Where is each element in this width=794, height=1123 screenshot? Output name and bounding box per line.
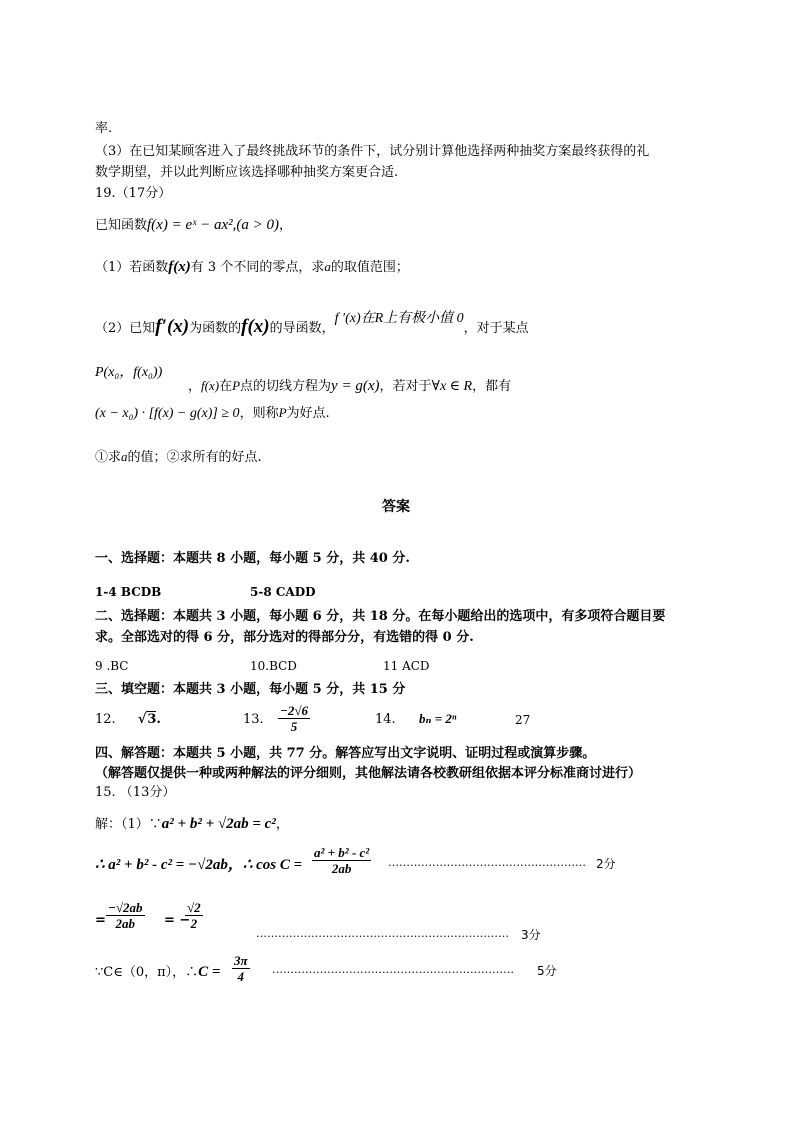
q13-num: −2√6	[280, 703, 309, 718]
q15-step3-minus: = −	[164, 913, 191, 928]
q15-step4	[95, 963, 220, 982]
q15-step3-num2: √2	[187, 900, 201, 915]
q19-part2-line1	[95, 311, 529, 341]
q19-part2-point	[95, 364, 162, 382]
q15-step4-fraction	[232, 953, 250, 984]
q19-part1-prefix: （1）若函数	[95, 260, 169, 275]
sec3-q13-label: 13.	[243, 712, 264, 727]
q19-l2-c: 点的切线方程为	[240, 379, 332, 394]
q19-l2-a: ，	[188, 379, 202, 394]
q15-step4-dots: …………………………………………………………	[272, 963, 514, 976]
q19-part1-a: a	[324, 259, 331, 274]
q19-part1-fx: f(x)	[168, 259, 191, 275]
q15-step1-eq: a² + b² + √2ab = c²	[161, 816, 276, 832]
q12-value: √3.	[137, 712, 161, 727]
q15-step4-num: 3π	[234, 953, 248, 968]
sec2-answer-9: 9 .BC	[95, 659, 129, 673]
sec3-q13-value	[278, 703, 310, 734]
q15-step2-score: 2分	[596, 857, 616, 871]
q19-part2-fx: f(x)	[241, 316, 270, 337]
q15-step2	[95, 856, 302, 875]
q19-part2-mid1: 为函数的	[189, 321, 242, 336]
sec4-note: （解答题仅提供一种或两种解法的评分细则，其他解法请各校教研组依据本评分标准商讨进行）	[95, 766, 642, 781]
q19-stem-suffix: ，	[278, 218, 292, 233]
q15-step1	[95, 815, 289, 834]
sec3-q14-extra: 27	[515, 713, 531, 727]
q15-step2-a: ∴ a² + b² - c² = −√2ab	[95, 857, 228, 873]
q19-part1	[95, 258, 409, 277]
q19-part2-condition: f ′(x)在R上有极小值 0	[334, 311, 464, 326]
q19-part2-prefix: （2）已知	[95, 321, 156, 336]
q19-l3-a: ，则称	[239, 406, 279, 421]
q15-step3-eq: =	[95, 913, 106, 928]
q12-label: 12.	[95, 712, 116, 727]
q19-part2-suffix: ，对于某点	[463, 321, 529, 336]
q13-den: 5	[290, 719, 298, 734]
q19-l2-b: 在	[219, 379, 233, 394]
q19-stem-prefix: 已知函数	[95, 218, 148, 233]
q19-part2-line2	[188, 377, 511, 396]
q15-step3-den2: 2	[190, 916, 198, 931]
q19-tasks-av: a	[121, 449, 128, 464]
q12-value-radicand: 3	[147, 712, 157, 727]
q15-step3-dots: ……………………………………………………………	[256, 927, 509, 940]
q19-l2-d: ，若对于	[379, 379, 432, 394]
sec1-answers-1: 1-4 BCDB	[95, 585, 162, 599]
q18-part3-line2: 数学期望，并以此判断应该选择哪种抽奖方案更合适.	[95, 165, 399, 180]
q18-part3-line1: （3）在已知某顾客进入了最终挑战环节的条件下，试分别计算他选择两种抽奖方案最终获得的礼	[95, 144, 650, 159]
q15-step3-den: 2ab	[115, 916, 135, 931]
q19-part2-tasks	[95, 448, 262, 467]
sec3-q14-label: 14.	[375, 712, 396, 727]
q15-step3-fraction2	[185, 900, 203, 931]
sec2-heading-line1: 二、选择题：本题共 3 小题，每小题 6 分，共 18 分。在每小题给出的选项中，有多项符合题目要	[95, 609, 666, 624]
q19-part2-line3	[95, 404, 330, 423]
sec4-heading: 四、解答题：本题共 5 小题，共 77 分。解答应写出文字说明、证明过程或演算步骤。	[95, 746, 596, 761]
q19-l2-eq: y = g(x)	[331, 378, 380, 394]
q19-part2-fprime: f′(x)	[155, 316, 190, 337]
q15-step2-b: ，∴ cos C =	[227, 857, 303, 873]
q19-l3-b: 为好点.	[286, 406, 330, 421]
answer-title: 答案	[382, 499, 410, 515]
q15-step1-prefix: 解：（1）∵	[95, 817, 162, 832]
q19-l2-fx: f(x)	[201, 378, 220, 393]
q15-step3-score: 3分	[521, 928, 541, 942]
q15-step2-num: a² + b² - c²	[314, 845, 370, 860]
q19-ineq: (x − x₀) · [f(x) − g(x)] ≥ 0	[95, 406, 240, 421]
q15-step4-a: ∵C∈（0，π），∴	[95, 965, 199, 980]
q15-step2-dots: ………………………………………………	[388, 856, 586, 869]
q18-tail: 率.	[95, 121, 113, 136]
q19-l2-e: ，都有	[472, 379, 512, 394]
q15-step3-num: −√2ab	[108, 900, 143, 915]
q19-tasks-b: 的值；②求所有的好点.	[127, 450, 262, 465]
sec2-heading-line2: 求。全部选对的得 6 分，部分选对的得部分分，有选错的得 0 分.	[95, 630, 474, 645]
q19-l2-forall: ∀x ∈ R	[431, 379, 473, 394]
q19-tasks-a: ①求	[95, 450, 122, 465]
sec1-answers-2: 5-8 CADD	[250, 585, 316, 599]
q15-step2-den: 2ab	[331, 861, 352, 876]
q19-part1-suffix: 的取值范围；	[330, 260, 409, 275]
q19-point-p: P(x₀，f(x₀))	[95, 365, 163, 380]
q19-l3-P: P	[278, 405, 287, 420]
q19-header: 19.（17分）	[95, 186, 172, 201]
q15-header: 15. （13分）	[95, 785, 176, 800]
sec2-answer-11: 11 ACD	[383, 659, 430, 673]
q15-step1-end: ，	[275, 817, 289, 832]
q19-part2-mid2: 的导函数，	[269, 321, 335, 336]
sec3-heading: 三、填空题：本题共 3 小题，每小题 5 分，共 15 分	[95, 682, 406, 697]
q15-step4-C: C =	[198, 964, 221, 980]
q15-step4-score: 5分	[537, 964, 557, 978]
q15-step4-den: 4	[237, 969, 245, 984]
q19-stem-formula: f(x) = eˣ − ax²,(a > 0)	[147, 217, 279, 233]
q19-l2-P: P	[232, 378, 241, 393]
sec3-q12	[95, 711, 161, 729]
q15-step3-fraction1	[106, 900, 145, 931]
sec3-q14-value: bₙ = 2ⁿ	[419, 711, 457, 726]
q19-part1-mid: 有 3 个不同的零点，求	[190, 260, 325, 275]
q19-stem	[95, 216, 292, 235]
q15-step2-fraction	[312, 845, 371, 876]
sec2-answer-10: 10.BCD	[250, 659, 297, 673]
sec1-heading: 一、选择题：本题共 8 小题，每小题 5 分，共 40 分.	[95, 551, 410, 566]
